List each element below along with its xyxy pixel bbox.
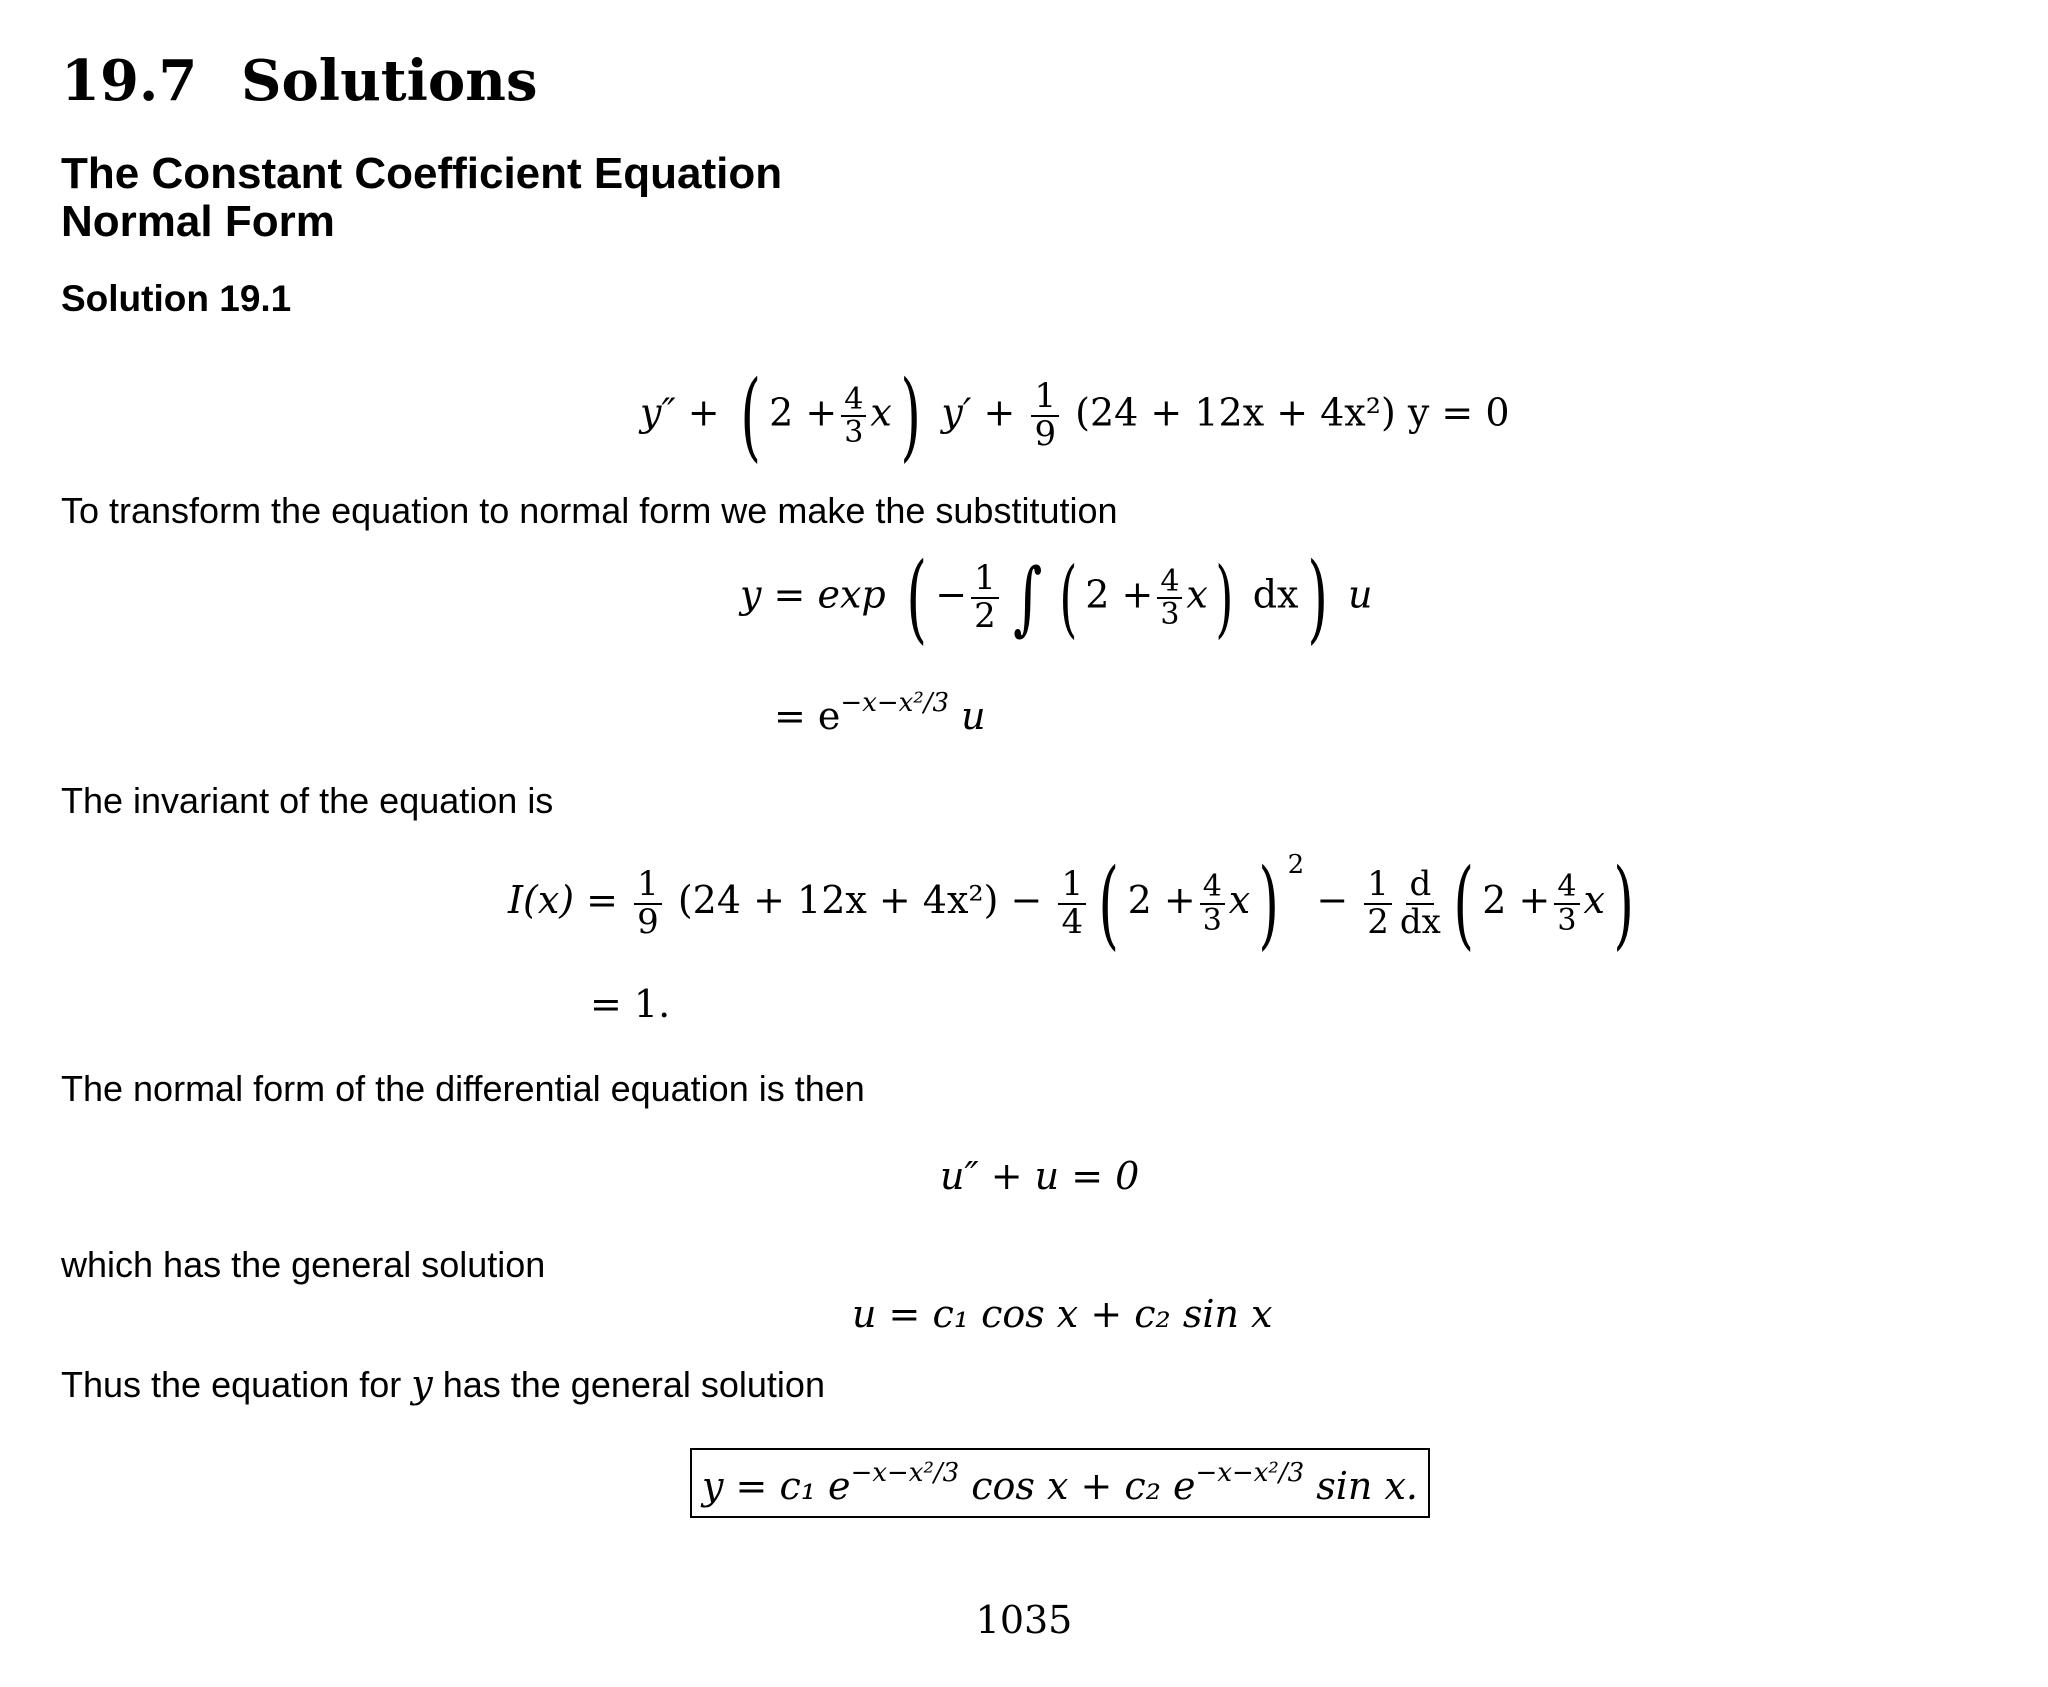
paragraph-general-solution: which has the general solution — [61, 1244, 546, 1285]
fraction: $\frac{1}{4}$ — [1058, 867, 1086, 940]
equation-4: u″ + u = 0 — [940, 1154, 1140, 1198]
subsection-title: The Constant Coefficient Equation — [61, 149, 783, 198]
fraction: $\frac{1}{9}$ — [634, 867, 662, 940]
integral-sign: ∫ — [1013, 551, 1043, 644]
paragraph-substitution: To transform the equation to normal form we make the substitution — [61, 490, 1118, 531]
paragraph-invariant: The invariant of the equation is — [61, 780, 554, 821]
fraction: $\frac{1}{9}$ — [1031, 379, 1059, 452]
derivative-operator: $\frac{d}{dx}$ — [1399, 863, 1441, 942]
paragraph-normal-form: The normal form of the differential equation is then — [61, 1068, 865, 1109]
paragraph-y-solution: Thus the equation for y has the general solution — [61, 1362, 825, 1406]
equation-2-line-2: = $e^{-x-x^2/3}$ u — [774, 688, 986, 738]
fraction: $\frac{4}{3}$ — [1200, 871, 1225, 936]
solution-label: Solution 19.1 — [61, 278, 292, 319]
equation-2: y = exp ( − $\frac{1}{2}$ ∫ ( 2 + $\frac{4}{3}$ x) dx) u — [740, 542, 1373, 654]
fraction: $\frac{4}{3}$ — [1157, 566, 1182, 631]
section-title: Solutions — [241, 48, 538, 114]
equation-1: y″ + ( 2 + $\frac{4}{3}$ x) y′ + $\frac{1}{9}$ (24 + 12x + 4x²) y = 0 — [640, 360, 1510, 472]
boxed-final-solution: y = c₁ $e^{-x-x^2/3}$ cos x + c₂ $e^{-x-x^2/3}$ sin x. — [690, 1448, 1430, 1518]
fraction: $\frac{4}{3}$ — [1554, 871, 1579, 936]
fraction: $\frac{1}{2}$ — [971, 561, 999, 634]
equation-5: u = c₁ cos x + c₂ sin x — [852, 1292, 1273, 1336]
subsubsection-title: Normal Form — [61, 197, 335, 246]
equation-3-line-2: = 1. — [590, 982, 671, 1026]
section-heading — [61, 48, 538, 114]
fraction: $\frac{1}{2}$ — [1364, 867, 1392, 940]
equation-3: I(x) = $\frac{1}{9}$ (24 + 12x + 4x²) − $\frac{1}{4}$ ( 2 + $\frac{4}{3}$ x) $^2$ − $\frac{1}{2}$ $\frac{d}{dx}$ ( 2 + $\frac{4}{3}$ x) — [508, 847, 1634, 960]
fraction: $\frac{4}{3}$ — [841, 384, 866, 449]
page-number: 1035 — [975, 1598, 1073, 1642]
section-number: 19.7 — [61, 48, 198, 114]
